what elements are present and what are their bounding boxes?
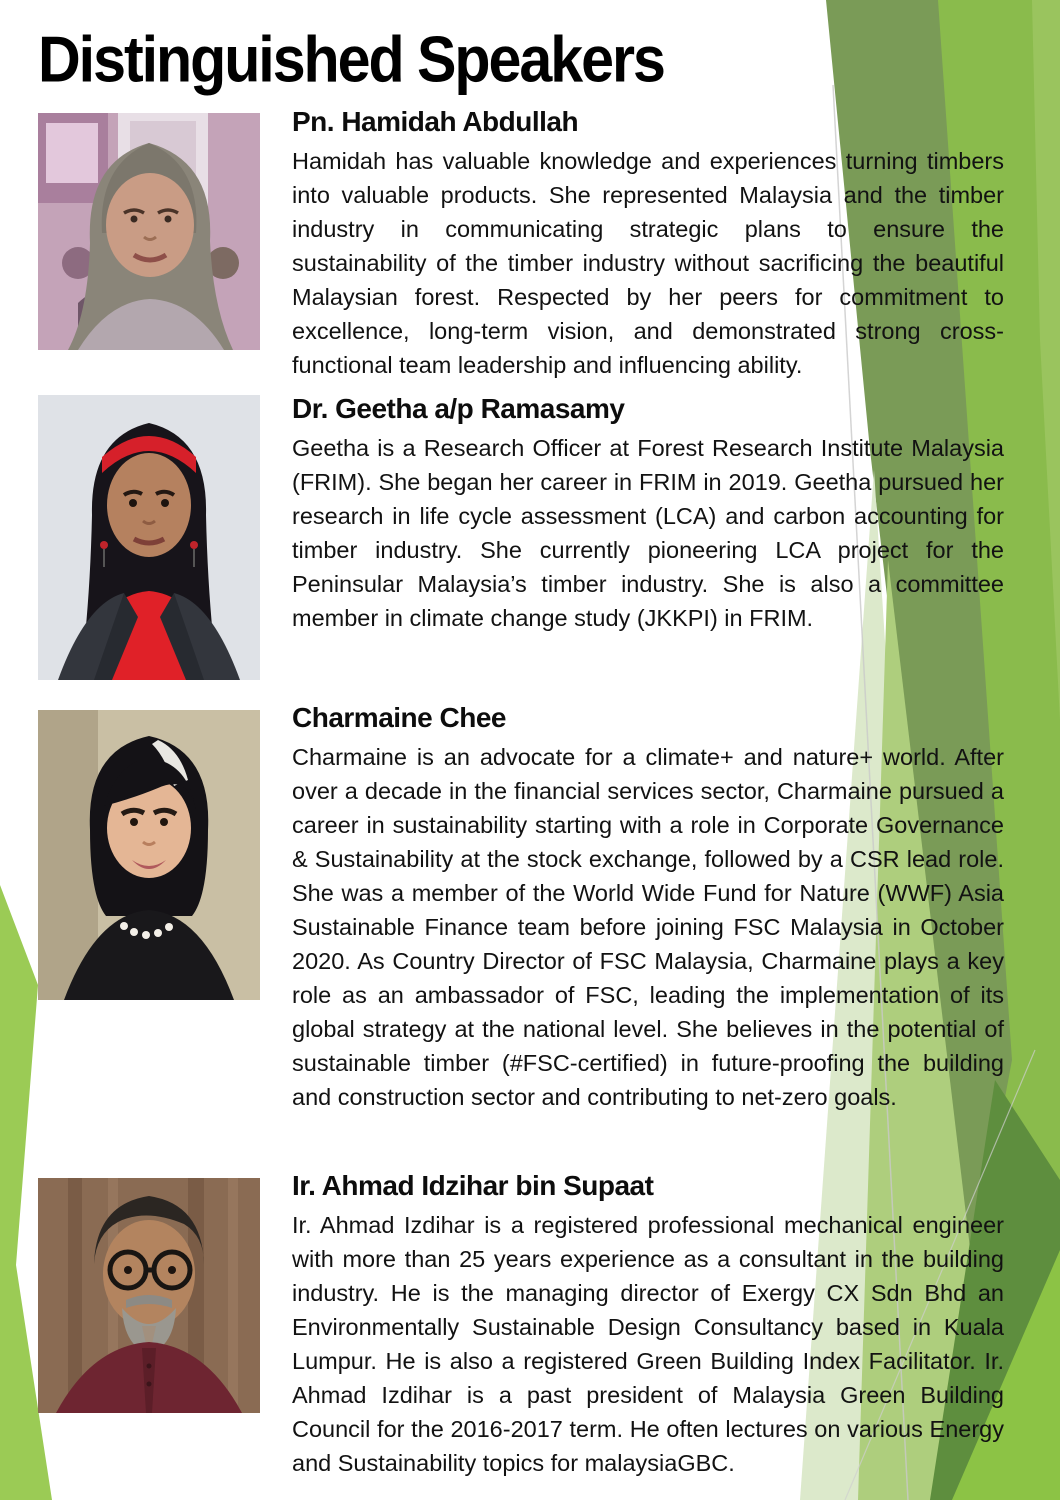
speaker-bio: Charmaine is an advocate for a climate+ and nature+ world. After over a decade in the financial services sector, Charmaine pursued a career in sustainability starting with a role in Corporate Governance & Sustainability at the stock exchange, followed by a CSR lead role. She was a member of the World Wide Fund for Nature (WWF) Asia Sustainable Finance team before joining FSC Malaysia in October 2020. As Country Director of FSC Malaysia, Charmaine plays a key role as an ambassador of FSC, leading the implementation of its global strategy at the national level. She believes in the potential of sustainable timber (#FSC-certified) in future-proofing the building and construction sector and contributing to net-zero goals. [292,744,1004,1110]
speaker-photo-ahmad [38,1178,260,1413]
speaker-section-ahmad [292,1170,1004,1480]
speaker-section-charmaine [292,702,1004,1114]
speaker-section-hamidah [292,106,1004,382]
speaker-section-geetha [292,393,1004,635]
speaker-photo-charmaine [38,710,260,1000]
speaker-name: Dr. Geetha a/p Ramasamy [292,393,625,424]
speaker-name: Pn. Hamidah Abdullah [292,106,579,137]
speaker-name: Charmaine Chee [292,702,506,733]
page-title: Distinguished Speakers [38,23,664,96]
speaker-photo-geetha [38,395,260,680]
speaker-bio: Hamidah has valuable knowledge and experiences turning timbers into valuable products. She represented Malaysia and the timber industry in communicating strategic plans to ensure the sustainability of the timber industry without sacrificing the beautiful Malaysian forest. Respected by her peers for commitment to excellence, long-term vision, and demonstrated strong cross-functional team leadership and influencing ability. [292,148,1004,378]
speaker-bio: Ir. Ahmad Izdihar is a registered professional mechanical engineer with more than 25 years experience as a consultant in the building industry. He is the managing director of Exergy CX Sdn Bhd an Environmentally Sustainable Design Consultancy based in Kuala Lumpur. He is also a registered Green Building Index Facilitator. Ir. Ahmad Izdihar is a past president of Malaysia Green Building Council for the 2016-2017 term. He often lectures on various Energy and Sustainability topics for malaysiaGBC. [292,1212,1004,1476]
speaker-photo-hamidah [38,113,260,350]
speaker-name: Ir. Ahmad Idzihar bin Supaat [292,1170,654,1201]
portrait-placeholder-hamidah [38,113,260,350]
portrait-placeholder-geetha [38,395,260,680]
speaker-bio: Geetha is a Research Officer at Forest Research Institute Malaysia (FRIM). She began her career in FRIM in 2019. Geetha pursued her research in life cycle assessment (LCA) and carbon accounting for timber industry. She currently pioneering LCA project for the Peninsular Malaysia’s timber industry. She is also a committee member in climate change study (JKKPI) in FRIM. [292,435,1004,631]
portrait-placeholder-ahmad [38,1178,260,1413]
portrait-placeholder-charmaine [38,710,260,1000]
